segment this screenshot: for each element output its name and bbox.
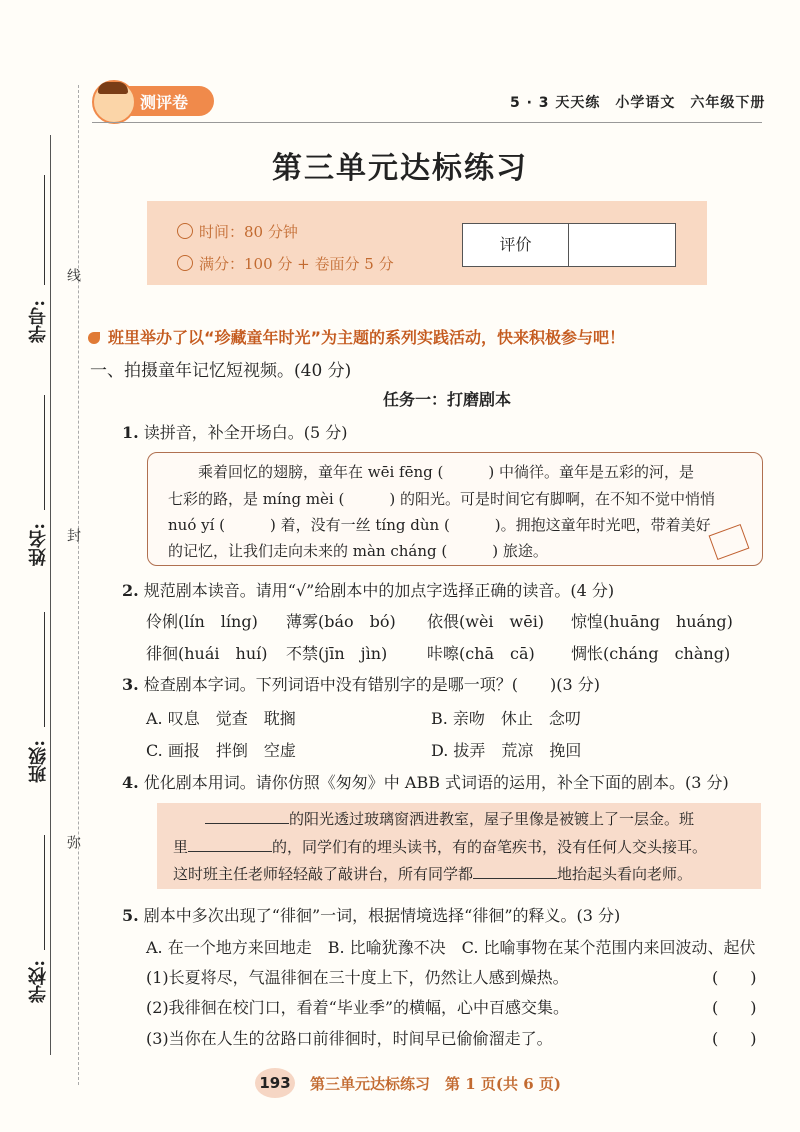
id-label: 学号: xyxy=(28,300,49,343)
task-heading: 任务一：打磨剧本 xyxy=(383,390,512,409)
paper-plane-icon xyxy=(709,524,750,560)
sentence-1: (1)长夏将尽，气温徘徊在三十度上下，仍然让人感到燥热。 xyxy=(146,968,569,987)
passage-text: 地抬起头看向老师。 xyxy=(557,865,693,883)
question-3 xyxy=(122,672,600,695)
sentence-3: (3)当你在人生的岔路口前徘徊时，时间早已偷偷溜走了。 xyxy=(146,1029,553,1048)
question-stem: 检查剧本字词。下列词语中没有错别字的是哪一项？( )(3 分) xyxy=(143,675,601,694)
question-number: 4. xyxy=(122,773,139,792)
passage-text: 的，同学们有的埋头读书，有的奋笔疾书，没有任何人交头接耳。 xyxy=(272,838,708,856)
cut-word-mi: 弥 xyxy=(65,835,81,849)
question-number: 2. xyxy=(122,581,139,600)
passage-line xyxy=(173,863,692,884)
clock-icon xyxy=(177,223,193,239)
passage-line: 的记忆，让我们走向未来的 màn cháng ( ) 旅途。 xyxy=(168,542,548,560)
time-row xyxy=(177,221,298,242)
reading-option[interactable]: 惆怅(cháng chàng) xyxy=(571,644,731,663)
cut-line xyxy=(78,85,79,1085)
page-title: 第三单元达标练习 xyxy=(272,151,528,186)
binding-line xyxy=(50,135,51,1055)
passage-text: 里 xyxy=(173,838,189,856)
question-stem: 读拼音，补全开场白。(5 分) xyxy=(143,423,348,442)
school-label: 学校: xyxy=(28,960,49,1003)
passage-line xyxy=(173,836,707,857)
question-5 xyxy=(122,903,620,926)
name-field[interactable] xyxy=(44,395,45,510)
question-4 xyxy=(122,770,729,793)
answer-blank[interactable] xyxy=(473,878,557,879)
passage-text: 的阳光透过玻璃窗洒进教室，屋子里像是被镀上了一层金。班 xyxy=(289,810,695,828)
section-heading: 一、拍摄童年记忆短视频。(40 分) xyxy=(90,361,352,381)
footer-text: 第三单元达标练习 第 1 页(共 6 页) xyxy=(310,1075,561,1093)
answer-blank[interactable] xyxy=(205,823,289,824)
class-label: 班级: xyxy=(28,740,49,783)
choice-a[interactable]: A. 叹息 觉查 耽搁 xyxy=(146,709,296,728)
reading-option[interactable]: 依偎(wèi wēi) xyxy=(427,612,545,631)
passage-box-2 xyxy=(157,803,761,889)
check-icon xyxy=(177,255,193,271)
passage-line xyxy=(205,808,694,829)
intro-line xyxy=(88,325,625,348)
info-box xyxy=(147,201,707,285)
intro-text: 班里举办了以“珍藏童年时光”为主题的系列实践活动，快来积极参与吧！ xyxy=(108,328,626,347)
class-field[interactable] xyxy=(44,612,45,727)
question-1 xyxy=(122,420,348,443)
choice-c[interactable]: C. 画报 拌倒 空虚 xyxy=(146,741,296,760)
question-2 xyxy=(122,578,614,601)
question-stem: 规范剧本读音。请用“√”给剧本中的加点字选择正确的读音。(4 分) xyxy=(143,581,615,600)
reading-option[interactable]: 咔嚓(chā cā) xyxy=(427,644,535,663)
evaluation-label: 评价 xyxy=(463,224,569,266)
question-number: 5. xyxy=(122,906,139,925)
passage-line: 乘着回忆的翅膀，童年在 wēi fēng ( ) 中徜徉。童年是五彩的河，是 xyxy=(198,463,694,481)
answer-paren[interactable]: ( ) xyxy=(712,968,757,987)
passage-box-1 xyxy=(147,452,763,566)
reading-option[interactable]: 不禁(jīn jìn) xyxy=(286,644,388,663)
question-stem: 剧本中多次出现了“徘徊”一词，根据情境选择“徘徊”的释义。(3 分) xyxy=(143,906,621,925)
answer-paren[interactable]: ( ) xyxy=(712,998,757,1017)
id-field[interactable] xyxy=(44,175,45,285)
evaluation-box xyxy=(462,223,676,267)
student-face-icon xyxy=(92,80,136,124)
sentence-2: (2)我徘徊在校门口，看着“毕业季”的横幅，心中百感交集。 xyxy=(146,998,570,1017)
reading-option[interactable]: 薄雾(báo bó) xyxy=(286,612,396,631)
meaning-options: A. 在一个地方来回地走 B. 比喻犹豫不决 C. 比喻事物在某个范围内来回波动、起伏 xyxy=(146,938,756,957)
reading-option[interactable]: 伶俐(lín líng) xyxy=(146,612,258,631)
passage-text: 这时班主任老师轻轻敲了敲讲台，所有同学都 xyxy=(173,865,474,883)
question-number: 3. xyxy=(122,675,139,694)
passage-line: nuó yí ( ) 着，没有一丝 tíng dùn ( )。拥抱这童年时光吧，带着美好 xyxy=(168,516,711,534)
time-text: 时间：80 分钟 xyxy=(199,223,298,241)
choice-d[interactable]: D. 拔弄 荒凉 挽回 xyxy=(431,741,582,760)
cut-word-seal: 封 xyxy=(65,528,81,542)
question-stem: 优化剧本用词。请你仿照《匆匆》中 ABB 式词语的运用，补全下面的剧本。(3 分) xyxy=(143,773,729,792)
score-text: 满分：100 分 + 卷面分 5 分 xyxy=(199,255,394,273)
cut-word-line: 线 xyxy=(65,268,81,282)
leaf-icon xyxy=(88,332,100,344)
badge-text: 测评卷 xyxy=(140,93,189,112)
series-title: 5 · 3 天天练 小学语文 六年级下册 xyxy=(510,95,766,111)
school-field[interactable] xyxy=(44,835,45,950)
header-rule xyxy=(92,122,762,123)
reading-option[interactable]: 徘徊(huái huí) xyxy=(146,644,268,663)
test-badge xyxy=(92,80,220,120)
choice-b[interactable]: B. 亲吻 休止 念叨 xyxy=(431,709,581,728)
page-number: 193 xyxy=(255,1068,295,1098)
name-label: 姓名: xyxy=(28,523,49,566)
answer-paren[interactable]: ( ) xyxy=(712,1029,757,1048)
score-row xyxy=(177,253,394,274)
answer-blank[interactable] xyxy=(188,851,272,852)
page-footer xyxy=(0,1068,800,1098)
passage-line: 七彩的路，是 míng mèi ( ) 的阳光。可是时间它有脚啊，在不知不觉中悄悄 xyxy=(168,490,715,508)
question-number: 1. xyxy=(122,423,139,442)
reading-option[interactable]: 惊惶(huāng huáng) xyxy=(571,612,733,631)
